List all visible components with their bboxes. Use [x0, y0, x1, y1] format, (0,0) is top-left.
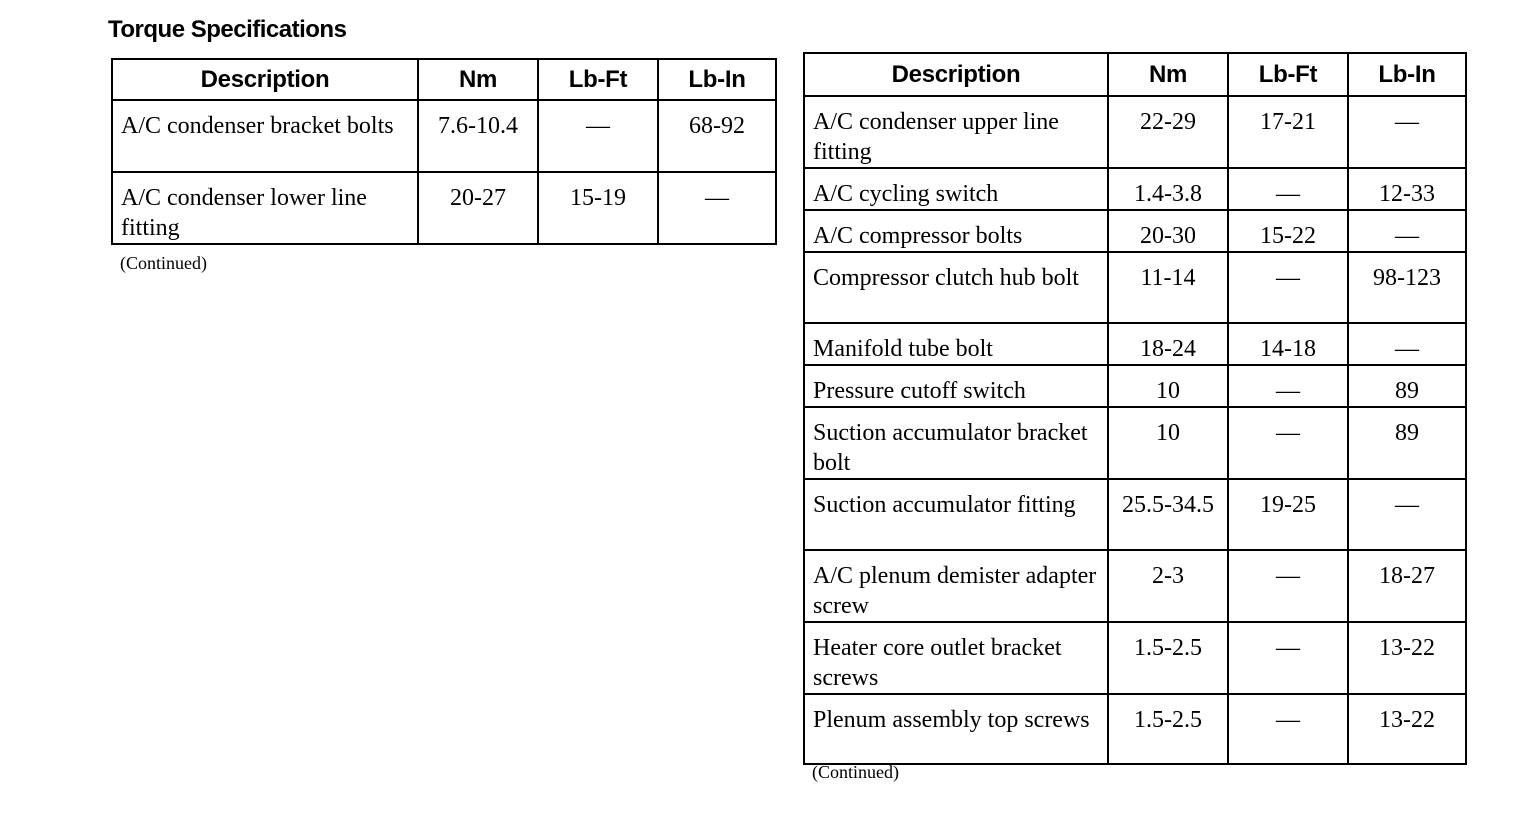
cell-description: A/C condenser upper line fitting: [804, 96, 1108, 168]
cell-lb-in: 68-92: [658, 100, 776, 172]
table-row: [804, 168, 1466, 210]
cell-description: Manifold tube bolt: [804, 323, 1108, 365]
cell-description: Suction accumulator bracket bolt: [804, 407, 1108, 479]
cell-lb-in: 89: [1348, 365, 1466, 407]
cell-description: A/C condenser lower line fitting: [112, 172, 418, 244]
cell-nm: 1.4-3.8: [1108, 168, 1228, 210]
cell-lb-ft: 19-25: [1228, 479, 1348, 550]
cell-description: Plenum assembly top screws: [804, 694, 1108, 764]
cell-lb-in: —: [1348, 96, 1466, 168]
cell-lb-in: —: [1348, 479, 1466, 550]
header-lb-ft: Lb-Ft: [1228, 53, 1348, 96]
cell-description: Heater core outlet bracket screws: [804, 622, 1108, 694]
continued-note: (Continued): [812, 762, 899, 782]
cell-lb-ft: 15-22: [1228, 210, 1348, 252]
table-row: [804, 407, 1466, 479]
torque-table-left: [111, 58, 777, 245]
header-description: Description: [804, 53, 1108, 96]
header-nm: Nm: [418, 59, 538, 100]
cell-lb-ft: 17-21: [1228, 96, 1348, 168]
cell-description: A/C condenser bracket bolts: [112, 100, 418, 172]
cell-nm: 20-27: [418, 172, 538, 244]
cell-lb-in: 89: [1348, 407, 1466, 479]
cell-lb-in: —: [658, 172, 776, 244]
table-row: [804, 365, 1466, 407]
cell-lb-ft: —: [1228, 252, 1348, 323]
cell-description: Suction accumulator fitting: [804, 479, 1108, 550]
cell-nm: 10: [1108, 365, 1228, 407]
page-title: Torque Specifications: [108, 16, 347, 43]
table-row: [804, 96, 1466, 168]
cell-lb-ft: —: [1228, 365, 1348, 407]
cell-lb-in: 13-22: [1348, 622, 1466, 694]
table-row: [804, 479, 1466, 550]
cell-nm: 25.5-34.5: [1108, 479, 1228, 550]
header-lb-in: Lb-In: [658, 59, 776, 100]
cell-nm: 1.5-2.5: [1108, 694, 1228, 764]
cell-lb-in: —: [1348, 323, 1466, 365]
cell-lb-in: 13-22: [1348, 694, 1466, 764]
continued-note: (Continued): [120, 253, 207, 273]
cell-lb-ft: —: [1228, 694, 1348, 764]
table-row: [112, 100, 776, 172]
cell-description: Pressure cutoff switch: [804, 365, 1108, 407]
table-row: [804, 252, 1466, 323]
cell-nm: 1.5-2.5: [1108, 622, 1228, 694]
cell-nm: 2-3: [1108, 550, 1228, 622]
cell-lb-in: 98-123: [1348, 252, 1466, 323]
cell-lb-ft: —: [538, 100, 658, 172]
cell-description: A/C cycling switch: [804, 168, 1108, 210]
table-row: [804, 622, 1466, 694]
cell-nm: 18-24: [1108, 323, 1228, 365]
cell-lb-ft: —: [1228, 407, 1348, 479]
header-description: Description: [112, 59, 418, 100]
cell-lb-in: —: [1348, 210, 1466, 252]
header-row: [804, 53, 1466, 96]
header-lb-in: Lb-In: [1348, 53, 1466, 96]
cell-lb-in: 18-27: [1348, 550, 1466, 622]
header-nm: Nm: [1108, 53, 1228, 96]
cell-lb-in: 12-33: [1348, 168, 1466, 210]
cell-nm: 11-14: [1108, 252, 1228, 323]
table-row: [804, 323, 1466, 365]
cell-description: A/C compressor bolts: [804, 210, 1108, 252]
cell-nm: 7.6-10.4: [418, 100, 538, 172]
header-lb-ft: Lb-Ft: [538, 59, 658, 100]
cell-lb-ft: 15-19: [538, 172, 658, 244]
cell-lb-ft: —: [1228, 622, 1348, 694]
table-row: [804, 694, 1466, 764]
table-row: [112, 172, 776, 244]
table-row: [804, 550, 1466, 622]
cell-nm: 22-29: [1108, 96, 1228, 168]
cell-description: A/C plenum demister adapter screw: [804, 550, 1108, 622]
table-row: [804, 210, 1466, 252]
cell-nm: 20-30: [1108, 210, 1228, 252]
cell-description: Compressor clutch hub bolt: [804, 252, 1108, 323]
cell-lb-ft: —: [1228, 550, 1348, 622]
torque-table-right: [803, 52, 1467, 765]
header-row: [112, 59, 776, 100]
cell-lb-ft: 14-18: [1228, 323, 1348, 365]
cell-lb-ft: —: [1228, 168, 1348, 210]
cell-nm: 10: [1108, 407, 1228, 479]
